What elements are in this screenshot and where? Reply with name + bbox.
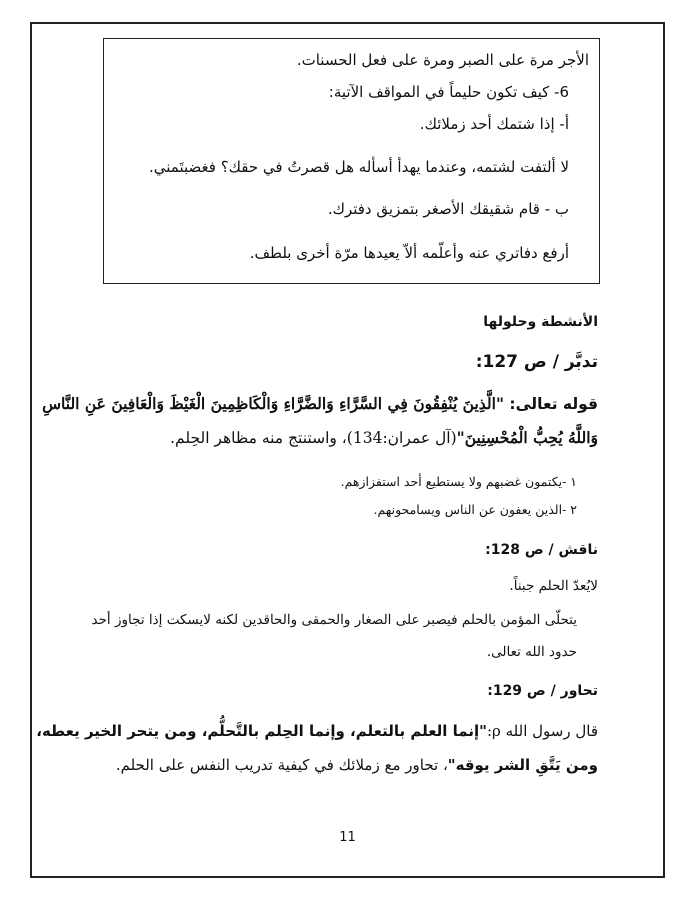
verse-text-2: وَاللَّهُ يُحِبُّ الْمُحْسِنِينَ"	[456, 428, 598, 447]
verse-line-2	[170, 428, 598, 447]
hadith-task: ، تحاور مع زملائك في كيفية تدريب النفس على الحلم.	[115, 756, 448, 774]
section-title: الأنشطة وحلولها	[483, 314, 598, 330]
question-6b: ب - قام شقيقك الأصغر بتمزيق دفترك.	[327, 200, 569, 218]
answer-6b: أرفع دفاتري عنه وأعلّمه ألاّ يعيدها مرّة أخرى بلطف.	[249, 244, 569, 262]
verse-reference: (آل عمران:134)، واستنتج منه مظاهر الحِلم.	[170, 429, 457, 447]
hadith-intro: قال رسول الله ρ:	[486, 722, 598, 740]
question-6: 6- كيف تكون حليماً في المواقف الآتية:	[328, 83, 569, 101]
hadith-text-1: "إنما العلم بالتعلم، وإنما الحِلم بالتَّحلُّم، ومن يتحر الخير يعطه،	[36, 722, 487, 740]
naqish-answer-line-2: حدود الله تعالى.	[486, 644, 577, 660]
page-number: 11	[339, 830, 356, 845]
naqish-answer-line-1: يتحلّى المؤمن بالحلم فيصبر على الصغار والحمقى والحاقدين لكنه لايسكت إذا تجاوز أحد	[91, 612, 577, 628]
answer-box	[103, 38, 600, 284]
verse-line-1	[42, 394, 598, 413]
tahawar-heading: تحاور / ص 129:	[487, 683, 598, 699]
hadith-line-1	[36, 722, 598, 740]
naqish-heading: ناقش / ص 128:	[485, 542, 598, 558]
point-1: ١ -يكتمون غضبهم ولا يستطيع أحد استفزازهم.	[340, 474, 577, 489]
naqish-question: لايُعدّ الحلم جبناً.	[509, 578, 598, 594]
answer-6a: لا ألتفت لشتمه، وعندما يهدأ أسأله هل قصرتُ في حقك؟ فغضبتَمني.	[148, 158, 569, 176]
point-2: ٢ -الذين يعفون عن الناس ويسامحونهم.	[373, 502, 577, 517]
question-6a: أ- إذا شتمك أحد زملائك.	[419, 115, 569, 133]
hadith-text-2: ومن يَتَّقِ الشر يوقه"	[447, 756, 598, 774]
tadabbur-heading: تدبَّر / ص 127:	[475, 352, 598, 372]
verse-text-1: "الَّذِينَ يُنْفِقُونَ فِي السَّرَّاءِ وَالضَّرَّاءِ وَالْكَاظِمِينَ الْغَيْظَ وَالْعَافِينَ عَنِ النَّاسِ	[42, 394, 505, 413]
hadith-line-2	[116, 756, 598, 774]
box-line-1: الأجر مرة على الصبر ومرة على فعل الحسنات.	[296, 51, 589, 69]
verse-prefix: قوله تعالى:	[504, 395, 598, 413]
